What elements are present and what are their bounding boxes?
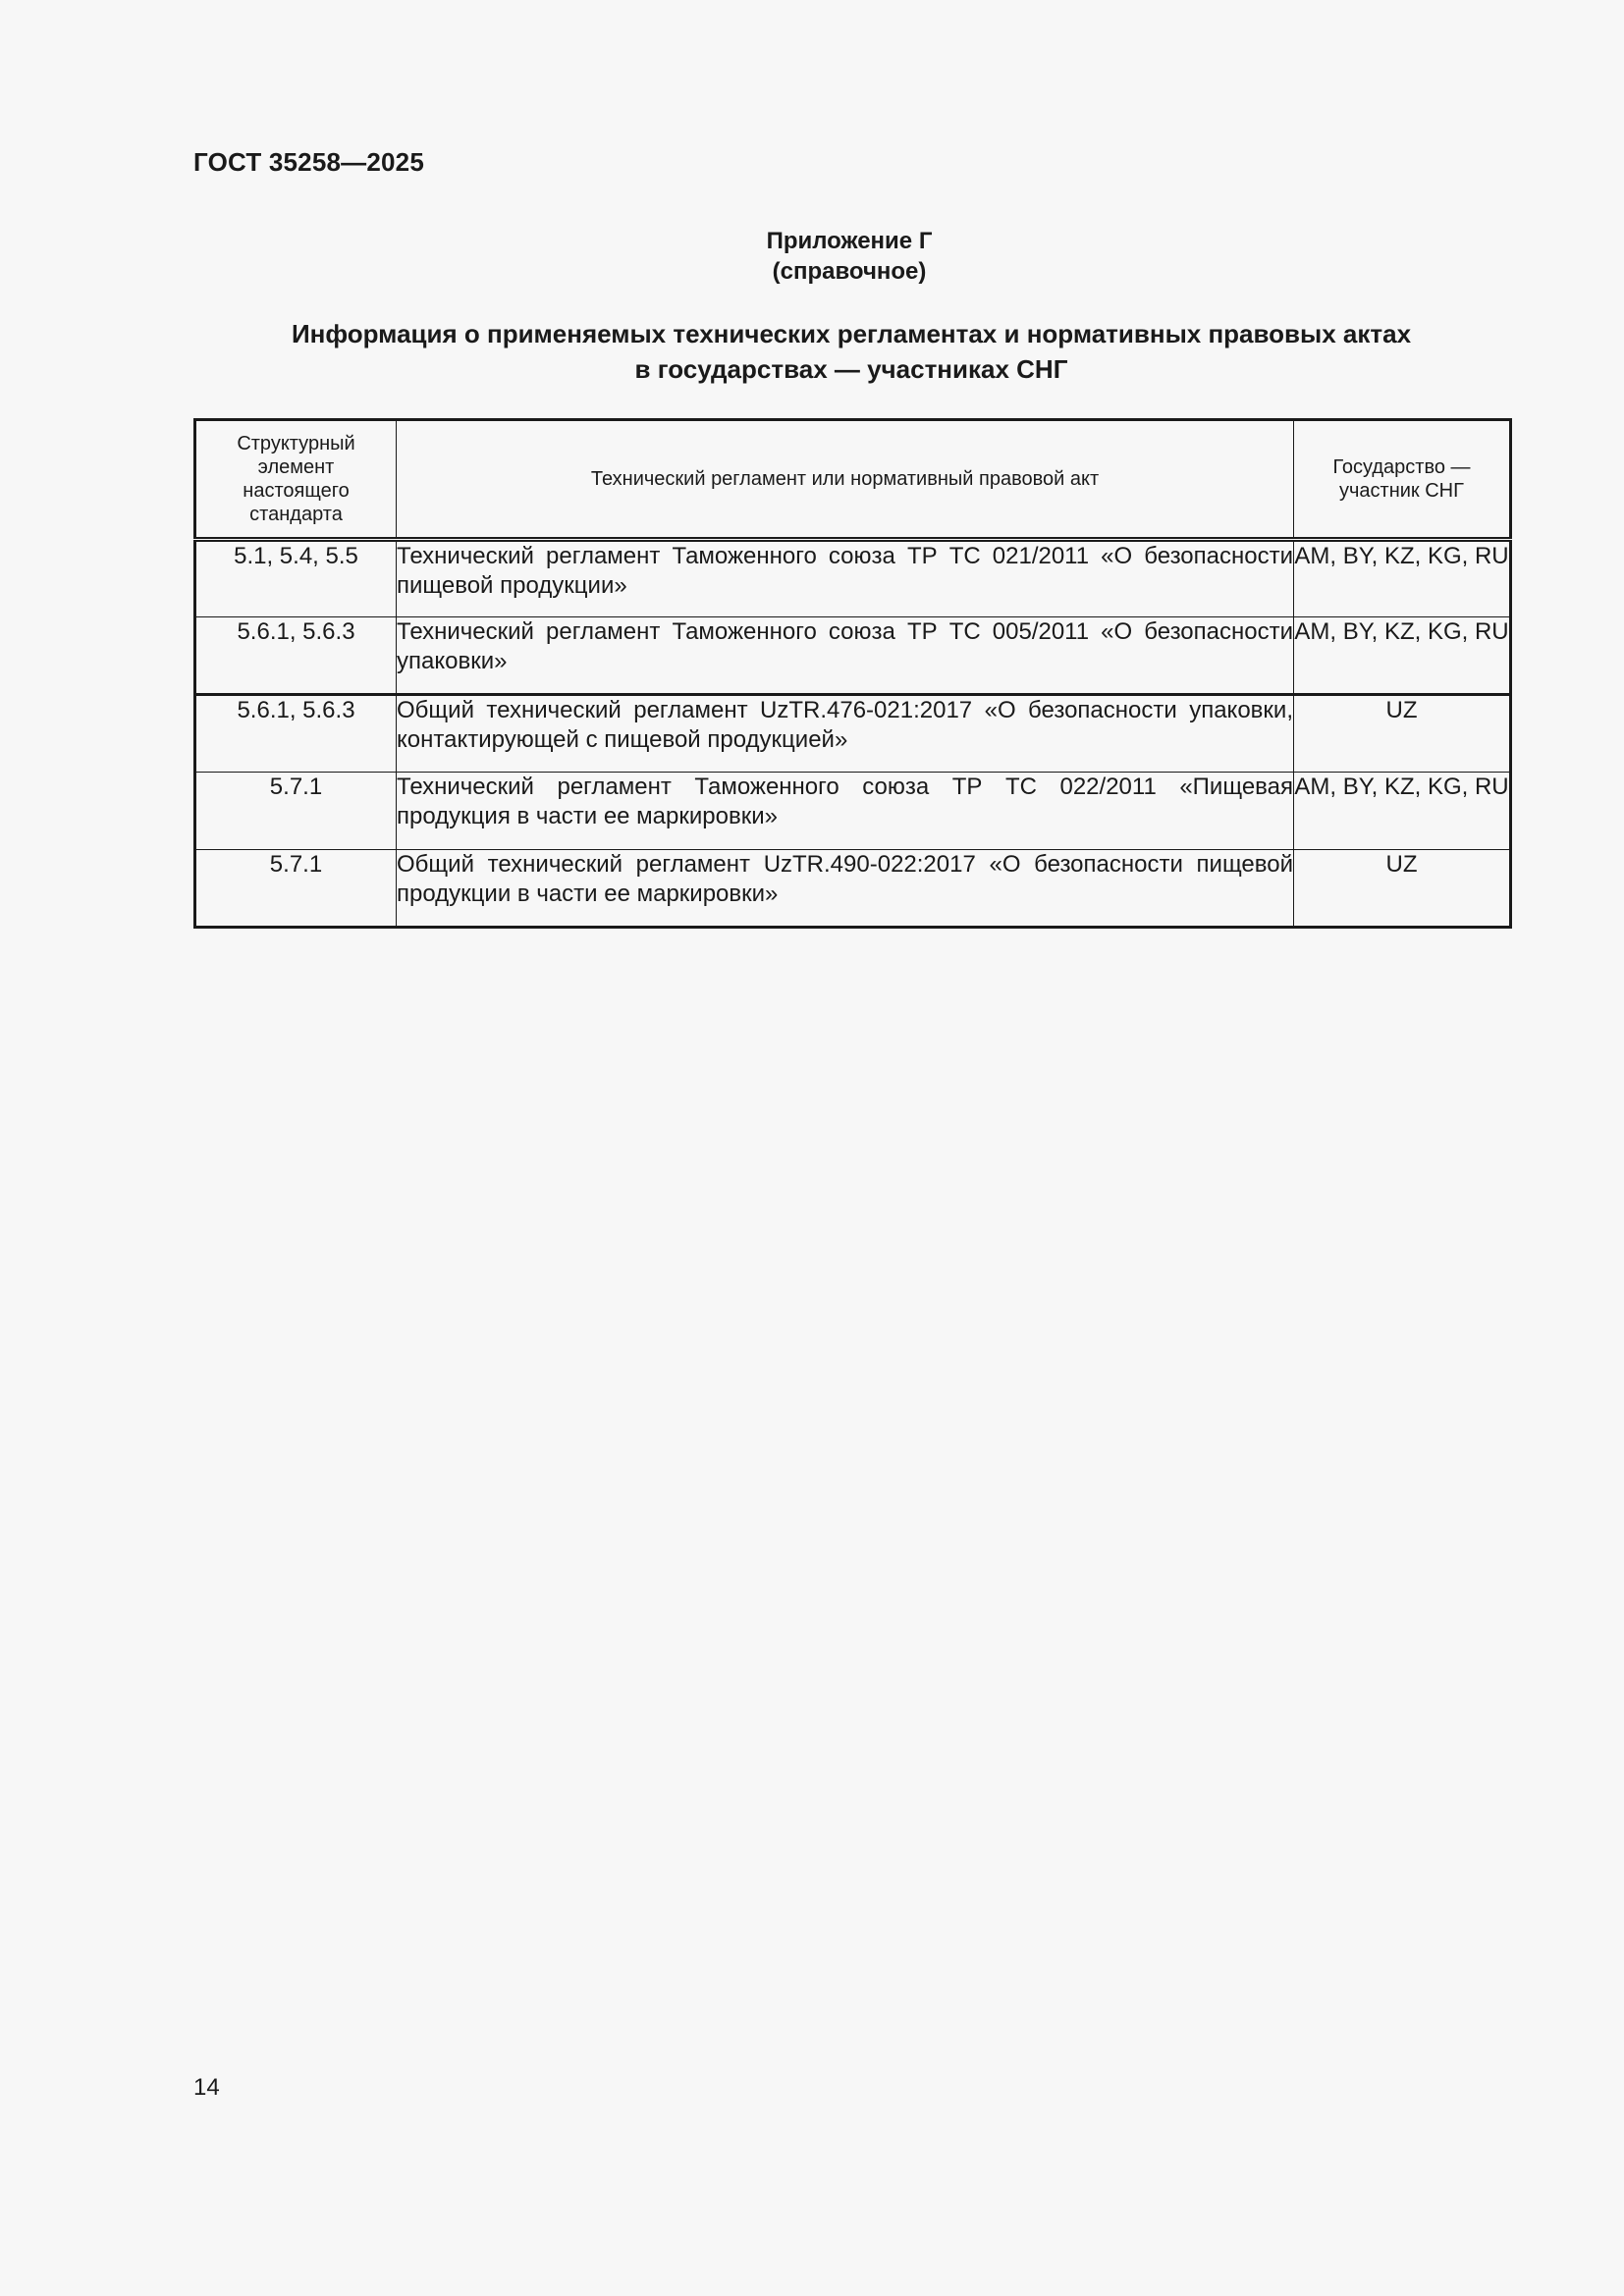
cell-act: Общий технический регламент UzTR.476-021:2017 «О безопасности упаковки, контактирующей с пищевой продукцией» bbox=[397, 695, 1294, 773]
appendix-kind: (справочное) bbox=[772, 258, 927, 285]
cell-element: 5.6.1, 5.6.3 bbox=[195, 617, 397, 695]
table-row bbox=[195, 617, 1511, 695]
column-header-element: Структурный элемент настоящего стандарта bbox=[195, 420, 397, 540]
table-row bbox=[195, 540, 1511, 617]
cell-act: Технический регламент Таможенного союза ТР ТС 022/2011 «Пищевая продукция в части ее маркировки» bbox=[397, 773, 1294, 850]
column-header-act: Технический регламент или нормативный правовой акт bbox=[397, 420, 1294, 540]
column-header-state: Государство — участник СНГ bbox=[1294, 420, 1511, 540]
table-header-row bbox=[195, 420, 1511, 540]
cell-element: 5.7.1 bbox=[195, 773, 397, 850]
cell-element: 5.7.1 bbox=[195, 850, 397, 928]
table-row bbox=[195, 695, 1511, 773]
cell-act: Технический регламент Таможенного союза ТР ТС 021/2011 «О безопасности пищевой продукции» bbox=[397, 540, 1294, 617]
cell-states: AM, BY, KZ, KG, RU bbox=[1294, 773, 1511, 850]
cell-states: UZ bbox=[1294, 850, 1511, 928]
regulations-table bbox=[193, 418, 1512, 929]
table-header bbox=[195, 420, 1511, 540]
cell-element: 5.1, 5.4, 5.5 bbox=[195, 540, 397, 617]
cell-act: Общий технический регламент UzTR.490-022:2017 «О безопасности пищевой продукции в части ее маркировки» bbox=[397, 850, 1294, 928]
appendix-title: Приложение Г bbox=[766, 228, 933, 254]
table-row bbox=[195, 850, 1511, 928]
cell-states: AM, BY, KZ, KG, RU bbox=[1294, 617, 1511, 695]
section-heading-line-2: в государствах — участниках СНГ bbox=[634, 354, 1068, 384]
cell-element: 5.6.1, 5.6.3 bbox=[195, 695, 397, 773]
cell-act: Технический регламент Таможенного союза ТР ТС 005/2011 «О безопасности упаковки» bbox=[397, 617, 1294, 695]
page-number: 14 bbox=[193, 2074, 220, 2101]
cell-states: AM, BY, KZ, KG, RU bbox=[1294, 540, 1511, 617]
table-row bbox=[195, 773, 1511, 850]
section-heading-line-1: Информация о применяемых технических регламентах и нормативных правовых актах bbox=[291, 319, 1412, 348]
section-heading bbox=[193, 316, 1509, 387]
document-id: ГОСТ 35258—2025 bbox=[193, 147, 424, 177]
cell-states: UZ bbox=[1294, 695, 1511, 773]
